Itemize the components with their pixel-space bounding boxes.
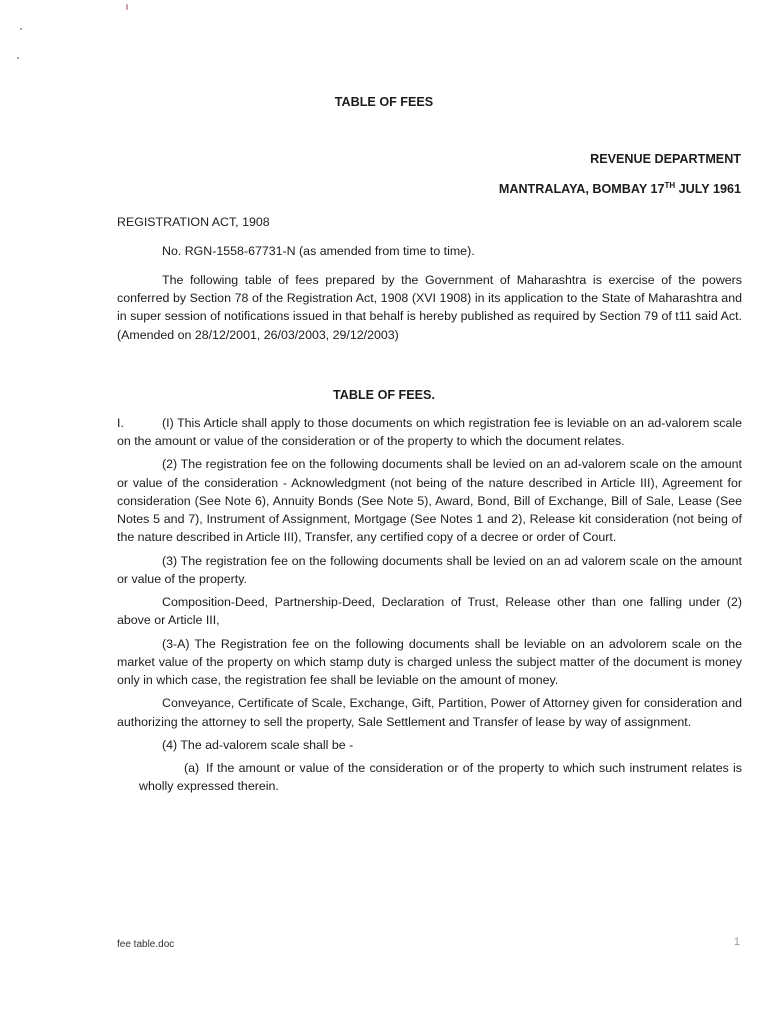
act-heading: REGISTRATION ACT, 1908 bbox=[117, 215, 270, 229]
section-title: TABLE OF FEES. bbox=[333, 388, 435, 402]
place-date-heading: MANTRALAYA, BOMBAY 17TH JULY 1961 bbox=[498, 181, 741, 196]
intro-block bbox=[117, 271, 742, 349]
clause-3-list: Composition-Deed, Partnership-Deed, Declaration of Trust, Release other than one falling under (2) above or Article III, bbox=[117, 595, 742, 628]
clause-4a: (a) If the amount or value of the consideration or of the property to which such instrument relates is wholly expressed therein. bbox=[139, 760, 742, 794]
article-body bbox=[117, 414, 742, 800]
footer-filename: fee table.doc bbox=[117, 939, 175, 950]
clause-3a: (3-A) The Registration fee on the following documents shall be leviable on an advolorem scale on the market value of the property on which stamp duty is charged unless the subject matter of the document is money only in which case, the registration fee shall be leviable on the amount of money. bbox=[117, 636, 742, 688]
scan-speck bbox=[17, 57, 19, 59]
clause-3: (3) The registration fee on the following documents shall be levied on an ad valorem scale on the amount or value of the property. bbox=[117, 553, 742, 586]
clause-1: I. (I) This Article shall apply to those documents on which registration fee is leviable on an ad-valorem scale on the amount or value of the consideration or of the property to which the document relates. bbox=[117, 416, 742, 449]
notification-number: No. RGN-1558-67731-N (as amended from time to time). bbox=[162, 244, 475, 258]
scan-speck bbox=[126, 4, 128, 10]
article-number: I. bbox=[117, 416, 124, 430]
page-number: 1 bbox=[733, 936, 740, 948]
department-heading: REVENUE DEPARTMENT bbox=[590, 152, 741, 166]
scan-speck bbox=[20, 28, 22, 30]
intro-paragraph: The following table of fees prepared by the Government of Maharashtra is exercise of the powers conferred by Section 78 of the Registration Act, 1908 (XVI 1908) in its application to the State of Maharashtra and in super session of notifications issued in that behalf is hereby published as required by Section 79 of t11 said Act. (Amended on 28/12/2001, 26/03/2003, 29/12/2003) bbox=[117, 273, 742, 342]
clause-3a-list: Conveyance, Certificate of Scale, Exchange, Gift, Partition, Power of Attorney given for consideration and authorizing the attorney to sell the property, Sale Settlement and Transfer of lease by way of assignment. bbox=[117, 696, 742, 729]
document-title: TABLE OF FEES bbox=[334, 95, 434, 109]
clause-4: (4) The ad-valorem scale shall be - bbox=[162, 737, 354, 752]
clause-2: (2) The registration fee on the following documents shall be levied on an ad-valorem scale on the amount or value of the consideration - Acknowledgment (not being of the nature described in Article III), Agreement for consideration (See Note 6), Annuity Bonds (See Note 5), Award, Bond, Bill of Exchange, Bill of Sale, Lease (See Notes 5 and 7), Instrument of Assignment, Mortgage (See Notes 1 and 2), Release kit consideration (not being of the nature described in Article III), Transfer, any certified copy of a decree or order of Court. bbox=[117, 457, 742, 545]
